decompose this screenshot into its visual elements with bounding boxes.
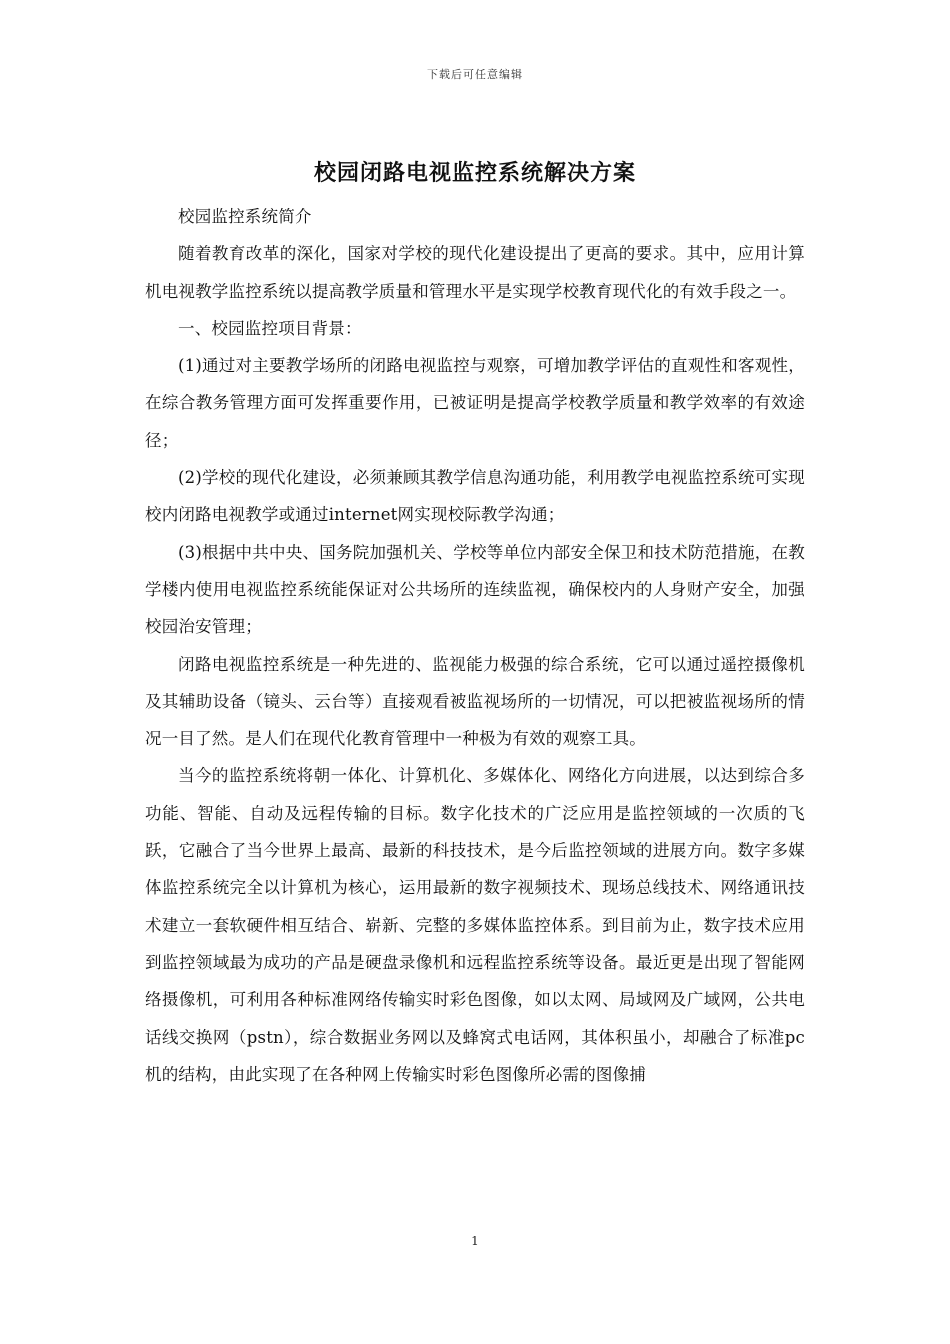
header-note: 下载后可任意编辑 [427, 68, 523, 81]
page-number: 1 [471, 1234, 479, 1248]
paragraph-cctv-overview: 闭路电视监控系统是一种先进的、监视能力极强的综合系统，它可以通过遥控摄像机及其辅助设备（镜头、云台等）直接观看被监视场所的一切情况，可以把被监视场所的情况一目了然。是人们在现代化教育管理中一种极为有效的观察工具。 [145, 654, 805, 749]
paragraph-point-3: (3)根据中共中央、国务院加强机关、学校等单位内部安全保卫和技术防范措施，在教学楼内使用电视监控系统能保证对公共场所的连续监视，确保校内的人身财产安全，加强校园治安管理； [145, 542, 805, 637]
paragraph-trends: 当今的监控系统将朝一体化、计算机化、多媒体化、网络化方向进展，以达到综合多功能、智能、自动及远程传输的目标。数字化技术的广泛应用是监控领域的一次质的飞跃，它融合了当今世界上最高、最新的科技技术，是今后监控领域的进展方向。数字多媒体监控系统完全以计算机为核心，运用最新的数字视频技术、现场总线技术、网络通讯技术建立一套软硬件相互结合、崭新、完整的多媒体监控体系。到目前为止，数字技术应用到监控领域最为成功的产品是硬盘录像机和远程监控系统等设备。最近更是出现了智能网络摄像机，可利用各种标准网络传输实时彩色图像，如以太网、局域网及广域网，公共电话线交换网（pstn），综合数据业务网以及蜂窝式电话网，其体积虽小，却融合了标准pc机的结构，由此实现了在各种网上传输实时彩色图像所必需的图像捕 [145, 766, 805, 1084]
document-body [145, 198, 805, 1093]
paragraph-intro: 随着教育改革的深化，国家对学校的现代化建设提出了更高的要求。其中，应用计算机电视教学监控系统以提高教学质量和管理水平是实现学校教育现代化的有效手段之一。 [145, 244, 805, 301]
paragraph-point-1: (1)通过对主要教学场所的闭路电视监控与观察，可增加教学评估的直观性和客观性，在综合教务管理方面可发挥重要作用，已被证明是提高学校教学质量和教学效率的有效途径； [145, 356, 805, 450]
paragraph-intro-heading: 校园监控系统简介 [178, 207, 312, 226]
document-title: 校园闭路电视监控系统解决方案 [313, 160, 636, 186]
paragraph-point-2: (2)学校的现代化建设，必须兼顾其教学信息沟通功能，利用教学电视监控系统可实现校内闭路电视教学或通过internet网实现校际教学沟通； [145, 468, 805, 525]
section-heading-background: 一、校园监控项目背景： [178, 318, 362, 338]
